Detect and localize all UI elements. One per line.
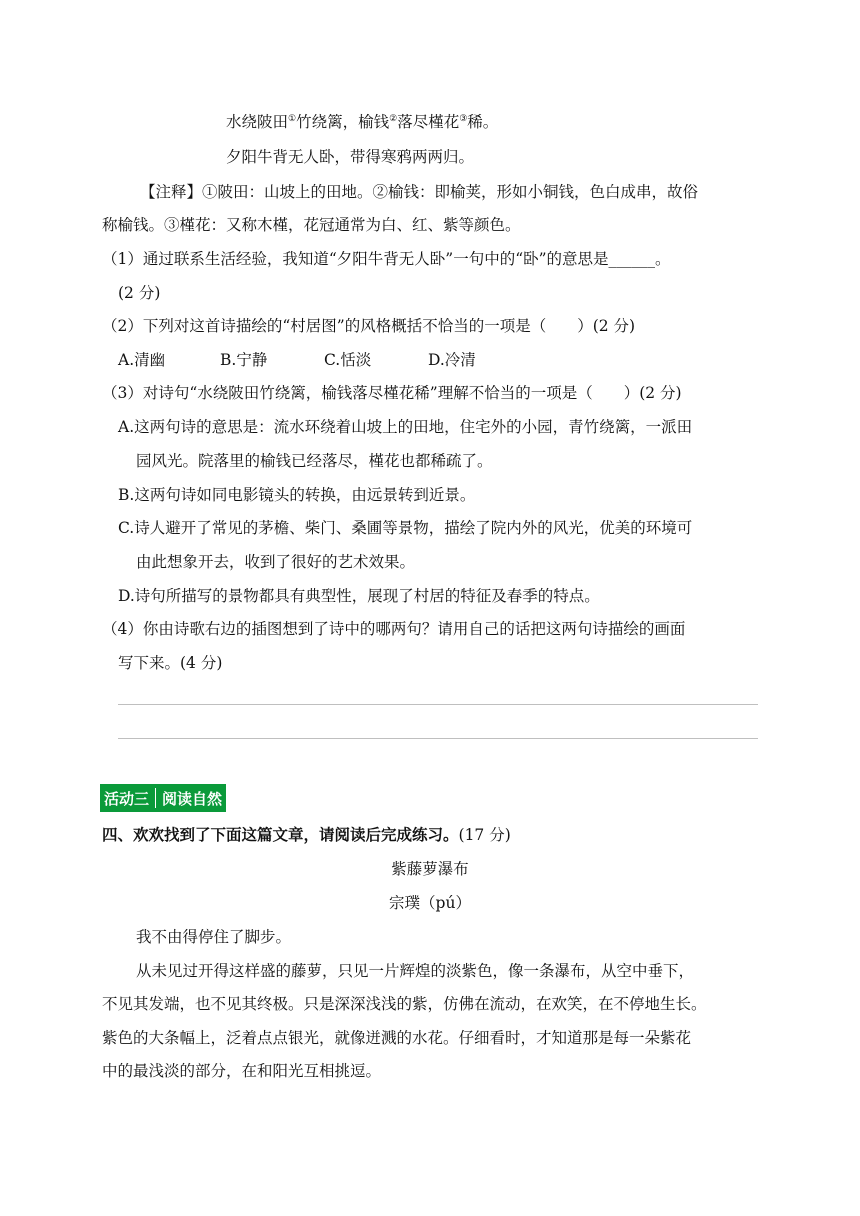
answer-line[interactable] (118, 738, 758, 739)
poem-text: 稀。 (467, 113, 499, 131)
option-b: B.这两句诗如同电影镜头的转换，由远景转到近景。 (118, 486, 476, 504)
annotation-line-2: 称榆钱。③槿花：又称木槿，花冠通常为白、红、紫等颜色。 (102, 216, 521, 234)
question-4-line-2: 写下来。(4 分) (118, 654, 223, 672)
paragraph-2-line-2: 不见其发端，也不见其终极。只是深深浅浅的紫，仿佛在流动，在欢笑，在不停地生长。 (102, 995, 707, 1013)
option-d: D.诗句所描写的景物都具有典型性，展现了村居的特征及春季的特点。 (118, 587, 600, 605)
answer-line[interactable] (118, 704, 758, 705)
paragraph-2-line-4: 中的最浅淡的部分，在和阳光互相挑逗。 (102, 1062, 382, 1080)
section-score: (17 分) (458, 826, 511, 844)
activity-title: 阅读自然 (162, 789, 223, 808)
poem-line-1 (226, 110, 498, 132)
question-1-score: (2 分) (118, 284, 161, 302)
option-c-line-2: 由此想象开去，收到了很好的艺术效果。 (136, 553, 416, 571)
option-d: D.冷清 (428, 351, 476, 369)
article-author: 宗璞（pú） (389, 894, 471, 912)
option-a: A.清幽 (118, 351, 166, 369)
paragraph-2-line-1: 从未见过开得这样盛的藤萝，只见一片辉煌的淡紫色，像一条瀑布，从空中垂下， (136, 962, 695, 980)
poem-text: 水绕陂田 (226, 113, 289, 131)
question-1: （1）通过联系生活经验，我知道“夕阳牛背无人卧”一句中的“卧”的意思是______。 (102, 250, 671, 268)
poem-line-2: 夕阳牛背无人卧，带得寒鸦两两归。 (226, 148, 475, 166)
activity-label: 活动三 (104, 789, 150, 808)
section-heading-text: 四、欢欢找到了下面这篇文章，请阅读后完成练习。 (102, 826, 459, 844)
banner-divider (155, 788, 156, 808)
footnote-marker: ② (389, 113, 398, 124)
question-2: （2）下列对这首诗描绘的“村居图”的风格概括不恰当的一项是（ ）(2 分) (102, 317, 636, 335)
question-4: （4）你由诗歌右边的插图想到了诗中的哪两句？请用自己的话把这两句诗描绘的画面 (102, 620, 686, 638)
option-b: B.宁静 (220, 351, 268, 369)
section-heading (102, 823, 511, 845)
poem-text: 落尽槿花 (397, 113, 460, 131)
paragraph-1: 我不由得停住了脚步。 (136, 928, 292, 946)
footnote-marker: ① (288, 113, 297, 124)
article-title: 紫藤萝瀑布 (391, 860, 469, 878)
option-a-line-1: A.这两句诗的意思是：流水环绕着山坡上的田地，住宅外的小园，青竹绕篱，一派田 (118, 418, 693, 436)
activity-banner (100, 784, 226, 812)
option-c: C.恬淡 (324, 351, 372, 369)
paragraph-2-line-3: 紫色的大条幅上，泛着点点银光，就像迸溅的水花。仔细看时，才知道那是每一朵紫花 (102, 1029, 692, 1047)
option-c-line-1: C.诗人避开了常见的茅檐、柴门、桑圃等景物，描绘了院内外的风光，优美的环境可 (118, 519, 693, 537)
annotation-line-1: 【注释】①陂田：山坡上的田地。②榆钱：即榆荚，形如小铜钱，色白成串，故俗 (140, 183, 699, 201)
footnote-marker: ③ (459, 113, 468, 124)
option-a-line-2: 园风光。院落里的榆钱已经落尽，槿花也都稀疏了。 (136, 452, 493, 470)
poem-text: 竹绕篱，榆钱 (296, 113, 390, 131)
question-3: （3）对诗句“水绕陂田竹绕篱，榆钱落尽槿花稀”理解不恰当的一项是（ ）(2 分) (102, 384, 682, 402)
